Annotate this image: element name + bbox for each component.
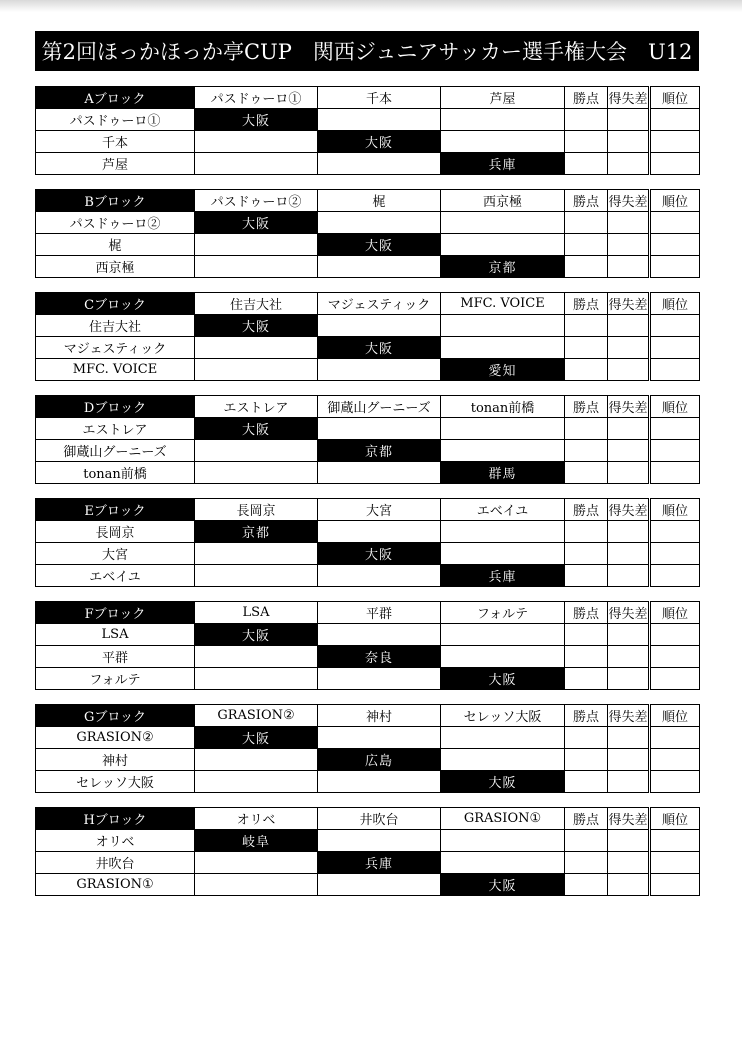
row-team-name: 井吹台 — [36, 852, 195, 874]
diagonal-region-cell: 大阪 — [441, 668, 565, 690]
points-cell — [565, 153, 608, 175]
result-cell — [318, 418, 441, 440]
rank-header: 順位 — [650, 396, 700, 418]
row-team-name: GRASION① — [36, 874, 195, 896]
diagonal-region-cell: 大阪 — [318, 543, 441, 565]
result-cell — [318, 462, 441, 484]
result-cell — [318, 359, 441, 381]
result-cell — [318, 668, 441, 690]
goal-diff-header: 得失差 — [608, 808, 650, 830]
points-cell — [565, 852, 608, 874]
column-team-name: 神村 — [318, 705, 441, 727]
rank-header: 順位 — [650, 808, 700, 830]
column-team-name: GRASION② — [195, 705, 318, 727]
result-cell — [195, 874, 318, 896]
points-header: 勝点 — [565, 396, 608, 418]
points-cell — [565, 315, 608, 337]
result-cell — [318, 874, 441, 896]
result-cell — [441, 543, 565, 565]
result-cell — [195, 337, 318, 359]
block-table — [35, 395, 700, 484]
goal-diff-cell — [608, 646, 650, 668]
row-team-name: tonan前橋 — [36, 462, 195, 484]
points-cell — [565, 646, 608, 668]
points-cell — [565, 771, 608, 793]
table-row — [36, 440, 700, 462]
row-team-name: 神村 — [36, 749, 195, 771]
points-cell — [565, 727, 608, 749]
goal-diff-cell — [608, 521, 650, 543]
goal-diff-cell — [608, 771, 650, 793]
diagonal-region-cell: 大阪 — [318, 337, 441, 359]
rank-cell — [650, 337, 700, 359]
result-cell — [441, 830, 565, 852]
result-cell — [195, 852, 318, 874]
goal-diff-header: 得失差 — [608, 396, 650, 418]
rank-cell — [650, 212, 700, 234]
result-cell — [195, 462, 318, 484]
rank-cell — [650, 874, 700, 896]
table-row — [36, 830, 700, 852]
result-cell — [195, 440, 318, 462]
points-cell — [565, 234, 608, 256]
points-cell — [565, 565, 608, 587]
block-header-row — [36, 190, 700, 212]
row-team-name: GRASION② — [36, 727, 195, 749]
rank-cell — [650, 565, 700, 587]
rank-header: 順位 — [650, 705, 700, 727]
goal-diff-cell — [608, 212, 650, 234]
result-cell — [318, 315, 441, 337]
result-cell — [441, 109, 565, 131]
block-table — [35, 498, 700, 587]
table-row — [36, 418, 700, 440]
goal-diff-header: 得失差 — [608, 602, 650, 624]
table-row — [36, 543, 700, 565]
goal-diff-cell — [608, 131, 650, 153]
row-team-name: 千本 — [36, 131, 195, 153]
result-cell — [195, 646, 318, 668]
diagonal-region-cell: 兵庫 — [441, 565, 565, 587]
diagonal-region-cell: 大阪 — [441, 874, 565, 896]
result-cell — [441, 418, 565, 440]
points-cell — [565, 440, 608, 462]
result-cell — [441, 646, 565, 668]
row-team-name: マジェスティック — [36, 337, 195, 359]
result-cell — [318, 565, 441, 587]
points-cell — [565, 359, 608, 381]
rank-header: 順位 — [650, 602, 700, 624]
rank-cell — [650, 521, 700, 543]
row-team-name: オリベ — [36, 830, 195, 852]
diagonal-region-cell: 大阪 — [195, 727, 318, 749]
goal-diff-cell — [608, 418, 650, 440]
points-cell — [565, 462, 608, 484]
column-team-name: セレッソ大阪 — [441, 705, 565, 727]
rank-header: 順位 — [650, 190, 700, 212]
block-table — [35, 704, 700, 793]
row-team-name: 平群 — [36, 646, 195, 668]
table-row — [36, 727, 700, 749]
column-team-name: 大宮 — [318, 499, 441, 521]
block-header-row — [36, 705, 700, 727]
goal-diff-cell — [608, 749, 650, 771]
table-row — [36, 131, 700, 153]
table-row — [36, 668, 700, 690]
diagonal-region-cell: 岐阜 — [195, 830, 318, 852]
goal-diff-header: 得失差 — [608, 190, 650, 212]
column-team-name: フォルテ — [441, 602, 565, 624]
rank-cell — [650, 852, 700, 874]
result-cell — [441, 624, 565, 646]
goal-diff-cell — [608, 830, 650, 852]
row-team-name: エストレア — [36, 418, 195, 440]
row-team-name: 長岡京 — [36, 521, 195, 543]
row-team-name: 梶 — [36, 234, 195, 256]
result-cell — [318, 830, 441, 852]
row-team-name: 住吉大社 — [36, 315, 195, 337]
result-cell — [318, 109, 441, 131]
block-table — [35, 86, 700, 175]
column-team-name: tonan前橋 — [441, 396, 565, 418]
column-team-name: オリベ — [195, 808, 318, 830]
goal-diff-cell — [608, 874, 650, 896]
table-row — [36, 646, 700, 668]
result-cell — [441, 212, 565, 234]
block-header-row — [36, 602, 700, 624]
table-row — [36, 749, 700, 771]
diagonal-region-cell: 京都 — [318, 440, 441, 462]
diagonal-region-cell: 兵庫 — [441, 153, 565, 175]
row-team-name: パスドゥーロ① — [36, 109, 195, 131]
diagonal-region-cell: 大阪 — [195, 109, 318, 131]
table-row — [36, 109, 700, 131]
rank-header: 順位 — [650, 87, 700, 109]
row-team-name: エベイユ — [36, 565, 195, 587]
column-team-name: GRASION① — [441, 808, 565, 830]
points-header: 勝点 — [565, 190, 608, 212]
points-cell — [565, 543, 608, 565]
rank-header: 順位 — [650, 293, 700, 315]
goal-diff-cell — [608, 337, 650, 359]
points-cell — [565, 212, 608, 234]
goal-diff-cell — [608, 727, 650, 749]
result-cell — [441, 315, 565, 337]
column-team-name: パスドゥーロ② — [195, 190, 318, 212]
block-name: Eブロック — [36, 499, 195, 521]
rank-cell — [650, 153, 700, 175]
result-cell — [195, 359, 318, 381]
goal-diff-cell — [608, 256, 650, 278]
rank-cell — [650, 131, 700, 153]
table-row — [36, 874, 700, 896]
row-team-name: 芦屋 — [36, 153, 195, 175]
goal-diff-cell — [608, 315, 650, 337]
column-team-name: 平群 — [318, 602, 441, 624]
points-cell — [565, 624, 608, 646]
table-row — [36, 565, 700, 587]
points-header: 勝点 — [565, 602, 608, 624]
result-cell — [195, 131, 318, 153]
table-row — [36, 153, 700, 175]
column-team-name: MFC. VOICE — [441, 293, 565, 315]
block-name: Bブロック — [36, 190, 195, 212]
block-header-row — [36, 499, 700, 521]
points-cell — [565, 256, 608, 278]
result-cell — [195, 771, 318, 793]
row-team-name: 御蔵山グーニーズ — [36, 440, 195, 462]
row-team-name: LSA — [36, 624, 195, 646]
goal-diff-cell — [608, 440, 650, 462]
table-row — [36, 234, 700, 256]
table-row — [36, 315, 700, 337]
row-team-name: MFC. VOICE — [36, 359, 195, 381]
goal-diff-cell — [608, 668, 650, 690]
column-team-name: 西京極 — [441, 190, 565, 212]
goal-diff-cell — [608, 462, 650, 484]
column-team-name: 御蔵山グーニーズ — [318, 396, 441, 418]
rank-cell — [650, 727, 700, 749]
table-row — [36, 359, 700, 381]
goal-diff-header: 得失差 — [608, 293, 650, 315]
goal-diff-header: 得失差 — [608, 87, 650, 109]
row-team-name: 大宮 — [36, 543, 195, 565]
points-cell — [565, 337, 608, 359]
points-cell — [565, 521, 608, 543]
table-row — [36, 521, 700, 543]
column-team-name: 芦屋 — [441, 87, 565, 109]
points-cell — [565, 830, 608, 852]
result-cell — [195, 234, 318, 256]
top-shadow-bar — [0, 0, 742, 12]
goal-diff-cell — [608, 109, 650, 131]
diagonal-region-cell: 群馬 — [441, 462, 565, 484]
result-cell — [441, 131, 565, 153]
block-header-row — [36, 293, 700, 315]
rank-cell — [650, 256, 700, 278]
result-cell — [318, 771, 441, 793]
row-team-name: 西京極 — [36, 256, 195, 278]
points-cell — [565, 874, 608, 896]
row-team-name: セレッソ大阪 — [36, 771, 195, 793]
result-cell — [441, 337, 565, 359]
result-cell — [441, 749, 565, 771]
points-cell — [565, 668, 608, 690]
goal-diff-cell — [608, 852, 650, 874]
block-header-row — [36, 87, 700, 109]
result-cell — [318, 153, 441, 175]
points-header: 勝点 — [565, 87, 608, 109]
diagonal-region-cell: 大阪 — [195, 212, 318, 234]
rank-header: 順位 — [650, 499, 700, 521]
goal-diff-header: 得失差 — [608, 499, 650, 521]
rank-cell — [650, 440, 700, 462]
table-row — [36, 771, 700, 793]
points-cell — [565, 131, 608, 153]
column-team-name: 梶 — [318, 190, 441, 212]
result-cell — [441, 234, 565, 256]
block-header-row — [36, 808, 700, 830]
result-cell — [318, 256, 441, 278]
diagonal-region-cell: 京都 — [441, 256, 565, 278]
result-cell — [318, 624, 441, 646]
goal-diff-cell — [608, 624, 650, 646]
block-name: Fブロック — [36, 602, 195, 624]
block-name: Hブロック — [36, 808, 195, 830]
goal-diff-cell — [608, 153, 650, 175]
result-cell — [195, 668, 318, 690]
diagonal-region-cell: 大阪 — [441, 771, 565, 793]
rank-cell — [650, 234, 700, 256]
diagonal-region-cell: 兵庫 — [318, 852, 441, 874]
block-name: Dブロック — [36, 396, 195, 418]
goal-diff-cell — [608, 565, 650, 587]
result-cell — [195, 256, 318, 278]
table-row — [36, 624, 700, 646]
diagonal-region-cell: 大阪 — [195, 315, 318, 337]
table-row — [36, 256, 700, 278]
rank-cell — [650, 543, 700, 565]
rank-cell — [650, 109, 700, 131]
points-header: 勝点 — [565, 705, 608, 727]
goal-diff-header: 得失差 — [608, 705, 650, 727]
row-team-name: パスドゥーロ② — [36, 212, 195, 234]
table-row — [36, 462, 700, 484]
goal-diff-cell — [608, 359, 650, 381]
result-cell — [318, 727, 441, 749]
result-cell — [195, 153, 318, 175]
column-team-name: 長岡京 — [195, 499, 318, 521]
column-team-name: パスドゥーロ① — [195, 87, 318, 109]
column-team-name: マジェスティック — [318, 293, 441, 315]
points-cell — [565, 749, 608, 771]
rank-cell — [650, 624, 700, 646]
block-table — [35, 189, 700, 278]
table-row — [36, 212, 700, 234]
block-name: Gブロック — [36, 705, 195, 727]
diagonal-region-cell: 大阪 — [318, 131, 441, 153]
diagonal-region-cell: 大阪 — [195, 624, 318, 646]
diagonal-region-cell: 大阪 — [318, 234, 441, 256]
points-cell — [565, 109, 608, 131]
rank-cell — [650, 749, 700, 771]
column-team-name: LSA — [195, 602, 318, 624]
column-team-name: 千本 — [318, 87, 441, 109]
page-title: 第2回ほっかほっか亭CUP 関西ジュニアサッカー選手権大会 U12 — [35, 31, 699, 71]
goal-diff-cell — [608, 543, 650, 565]
points-header: 勝点 — [565, 499, 608, 521]
rank-cell — [650, 418, 700, 440]
diagonal-region-cell: 広島 — [318, 749, 441, 771]
goal-diff-cell — [608, 234, 650, 256]
block-header-row — [36, 396, 700, 418]
result-cell — [441, 521, 565, 543]
rank-cell — [650, 462, 700, 484]
result-cell — [441, 852, 565, 874]
rank-cell — [650, 771, 700, 793]
column-team-name: エベイユ — [441, 499, 565, 521]
diagonal-region-cell: 大阪 — [195, 418, 318, 440]
diagonal-region-cell: 奈良 — [318, 646, 441, 668]
block-name: Cブロック — [36, 293, 195, 315]
result-cell — [195, 565, 318, 587]
result-cell — [195, 749, 318, 771]
result-cell — [318, 212, 441, 234]
row-team-name: フォルテ — [36, 668, 195, 690]
column-team-name: 井吹台 — [318, 808, 441, 830]
block-table — [35, 292, 700, 381]
result-cell — [441, 727, 565, 749]
block-table — [35, 807, 700, 896]
result-cell — [441, 440, 565, 462]
rank-cell — [650, 668, 700, 690]
rank-cell — [650, 830, 700, 852]
points-header: 勝点 — [565, 293, 608, 315]
table-row — [36, 337, 700, 359]
points-header: 勝点 — [565, 808, 608, 830]
block-table — [35, 601, 700, 690]
column-team-name: 住吉大社 — [195, 293, 318, 315]
diagonal-region-cell: 京都 — [195, 521, 318, 543]
rank-cell — [650, 359, 700, 381]
diagonal-region-cell: 愛知 — [441, 359, 565, 381]
block-name: Aブロック — [36, 87, 195, 109]
rank-cell — [650, 315, 700, 337]
blocks-container — [35, 86, 699, 910]
result-cell — [195, 543, 318, 565]
column-team-name: エストレア — [195, 396, 318, 418]
points-cell — [565, 418, 608, 440]
table-row — [36, 852, 700, 874]
rank-cell — [650, 646, 700, 668]
result-cell — [318, 521, 441, 543]
